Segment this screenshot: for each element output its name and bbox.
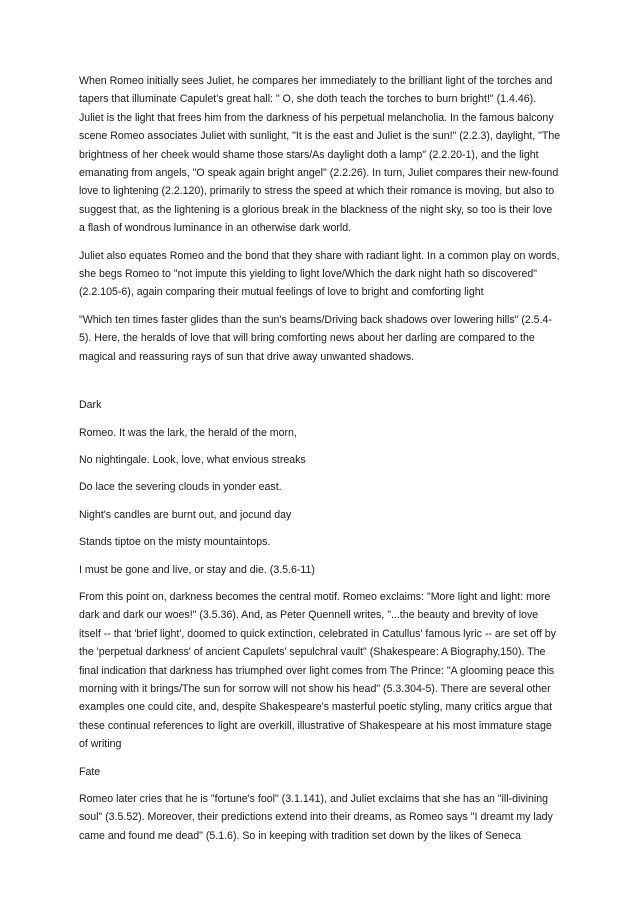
- verse-line-6: I must be gone and live, or stay and die. (3.5.6-11): [79, 563, 315, 576]
- paragraph-darkness-motif: From this point on, darkness becomes the central motif. Romeo exclaims: "More light and light: more dark and dark our woes!" (3.5.36). And, as Peter Quennell writes, "...the beauty and brevity of love itself -- that 'brief light', doomed to quick extinction, celebrated in Catullus' famous lyric -- are set off by the 'perpetual darkness' of ancient Capulets' sepulchral vault" (Shakespeare: A Biography,150). The final indication that darkness has triumphed over light comes from The Prince: "A glooming peace this morning with it brings/The sun for sorrow will not show his head" (5.3.304-5). There are several other examples one could cite, and, despite Shakespeare's masterful poetic styling, many critics argue that these continual references to light are overkill, illustrative of Shakespeare at his most immature stage of writing: [79, 590, 556, 751]
- verse-line-3: Do lace the severing clouds in yonder east.: [79, 481, 282, 494]
- paragraph-fortunes-fool: Romeo later cries that he is "fortune's fool" (3.1.141), and Juliet exclaims that she has an "ill-divining soul" (3.5.52). Moreover, their predictions extend into their dreams, as Romeo says "I dreamt my lady came and found me dead" (5.1.6). So in keeping with tradition set down by the likes of Seneca: [79, 793, 553, 842]
- paragraph-sun-beams: "Which ten times faster glides than the sun's beams/Driving back shadows over lowering hills" (2.5.4-5). Here, the heralds of love that will bring comforting news about her darling are compared to the magical and reassuring rays of sun that drive away unwanted shadows.: [79, 313, 552, 363]
- paragraph-torches-light: When Romeo initially sees Juliet, he compares her immediately to the brilliant light of the torches and tapers that illuminate Capulet's great hall: " O, she doth teach the torches to burn bright!" (1.4.46). Juliet is the light that frees him from the darkness of his perpetual melancholia. In the famous balcony scene Romeo associates Juliet with sunlight, "It is the east and Juliet is the sun!" (2.2.3), daylight, "The brightness of her cheek would shame those stars/As daylight doth a lamp" (2.2.20-1), and the light emanating from angels, "O speak again bright angel" (2.2.26). In turn, Juliet compares their new-found love to lightening (2.2.120), primarily to stress the speed at which their romance is moving, but also to suggest that, as the lightening is a glorious break in the blackness of the night sky, so too is their love a flash of wondrous luminance in an otherwise dark world.: [79, 75, 561, 235]
- document-body: [79, 72, 561, 854]
- verse-line-2: No nightingale. Look, love, what envious streaks: [79, 453, 306, 466]
- verse-line-4: Night's candles are burnt out, and jocund day: [79, 508, 292, 521]
- verse-line-1: Romeo. It was the lark, the herald of the morn,: [79, 426, 297, 439]
- section-heading-fate: Fate: [79, 765, 101, 778]
- section-heading-dark: Dark: [79, 399, 102, 412]
- verse-line-5: Stands tiptoe on the misty mountaintops.: [79, 536, 271, 549]
- paragraph-radiant-light: Juliet also equates Romeo and the bond that they share with radiant light. In a common play on words, she begs Romeo to "not impute this yielding to light love/Which the dark night hath so discovered" (2.2.105-6), again comparing their mutual feelings of love to bright and comforting light: [79, 249, 560, 299]
